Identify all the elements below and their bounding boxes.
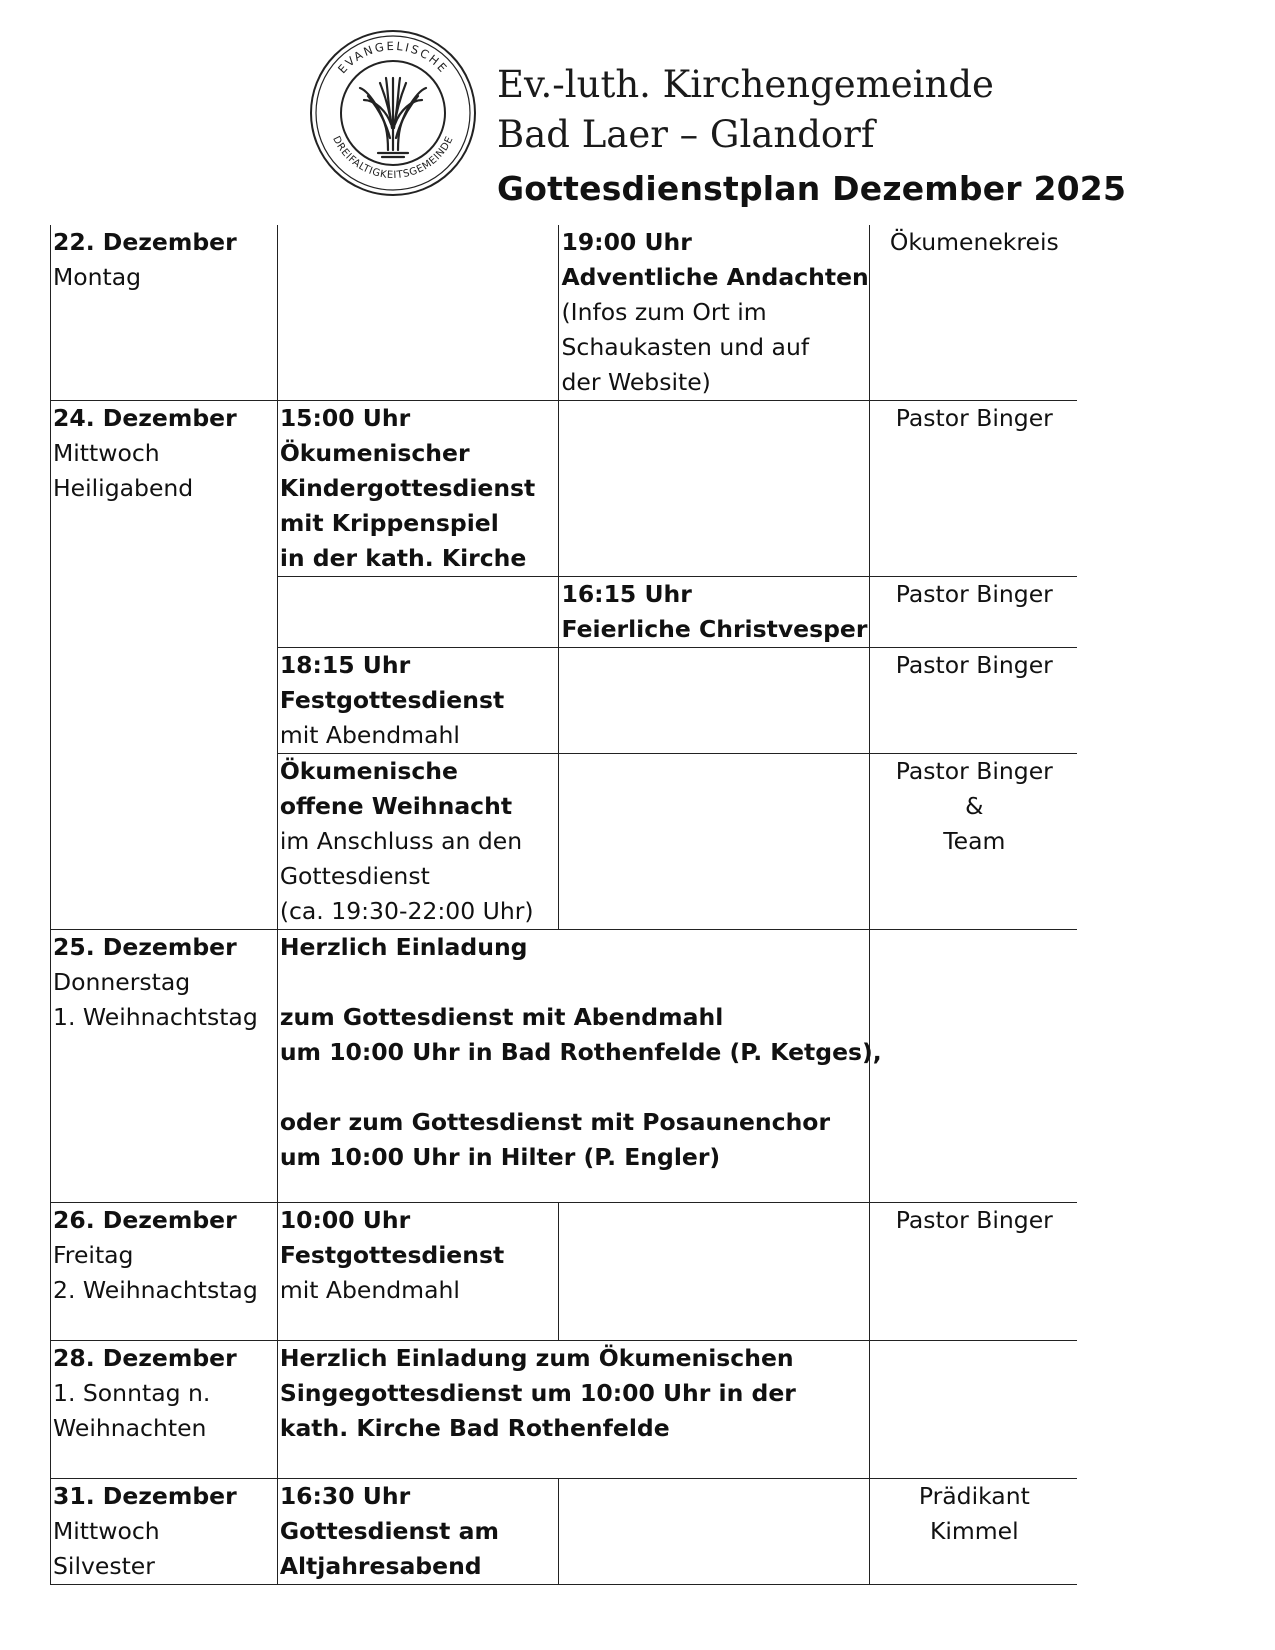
- leader-cell: [869, 754, 1077, 930]
- service-cell: [277, 1479, 559, 1585]
- occasion-label: Weihnachten: [53, 1414, 207, 1442]
- service-schedule-table: [50, 225, 1077, 1585]
- service-title: Altjahresabend: [279, 1552, 482, 1580]
- weekday-label: 1. Sonntag n.: [53, 1379, 211, 1407]
- date-cell: [51, 1479, 278, 1585]
- service-note: (ca. 19:30-22:00 Uhr): [279, 897, 534, 925]
- table-row: [51, 930, 1078, 1203]
- table-row: [51, 401, 1078, 577]
- invitation-text: Herzlich Einladung zum Ökumenischen: [279, 1344, 794, 1372]
- service-title: Ökumenische: [279, 757, 458, 785]
- empty-cell: [559, 401, 869, 577]
- leader-name: Pastor Binger: [895, 1206, 1053, 1234]
- leader-cell: [869, 1479, 1077, 1585]
- service-cell: [559, 577, 869, 648]
- leader-name: Kimmel: [929, 1517, 1019, 1545]
- occasion-label: Silvester: [53, 1552, 155, 1580]
- leader-cell: [869, 225, 1077, 401]
- invitation-text: Herzlich Einladung: [279, 933, 528, 961]
- date-label: 31. Dezember: [53, 1482, 237, 1510]
- service-note: der Website): [561, 368, 711, 396]
- table-row: [51, 1341, 1078, 1479]
- empty-cell: [869, 930, 1077, 1203]
- organization-name: [497, 60, 994, 160]
- service-time: 18:15 Uhr: [279, 651, 411, 679]
- invitation-text: zum Gottesdienst mit Abendmahl: [279, 1003, 724, 1031]
- service-title: Festgottesdienst: [279, 686, 505, 714]
- leader-name: Pastor Binger: [895, 580, 1053, 608]
- leader-cell: [869, 1203, 1077, 1341]
- empty-cell: [559, 754, 869, 930]
- church-seal-logo: [308, 28, 478, 198]
- date-cell: [51, 930, 278, 1203]
- empty-cell: [869, 1341, 1077, 1479]
- service-cell: [277, 648, 559, 754]
- invitation-cell: [277, 1341, 869, 1479]
- service-title: Festgottesdienst: [279, 1241, 505, 1269]
- date-label: 25. Dezember: [53, 933, 237, 961]
- leader-name: Prädikant: [918, 1482, 1030, 1510]
- leader-name: Pastor Binger: [895, 404, 1053, 432]
- service-time: 10:00 Uhr: [279, 1206, 411, 1234]
- service-note: im Anschluss an den: [279, 827, 523, 855]
- service-time: 19:00 Uhr: [561, 228, 692, 256]
- service-cell: [277, 401, 559, 577]
- leader-cell: [869, 648, 1077, 754]
- org-line-1: Ev.-luth. Kirchengemeinde: [497, 63, 994, 106]
- leader-name: Ökumenekreis: [889, 228, 1059, 256]
- service-note: mit Abendmahl: [279, 721, 460, 749]
- weekday-label: Mittwoch: [53, 1517, 160, 1545]
- weekday-label: Freitag: [53, 1241, 134, 1269]
- occasion-label: Heiligabend: [53, 474, 194, 502]
- empty-cell: [277, 577, 559, 648]
- service-cell: [277, 1203, 559, 1341]
- leader-cell: [869, 401, 1077, 577]
- table-row: [51, 1479, 1078, 1585]
- date-label: 22. Dezember: [53, 228, 237, 256]
- leader-name: Pastor Binger: [895, 651, 1053, 679]
- weekday-label: Montag: [53, 263, 142, 291]
- invitation-text: kath. Kirche Bad Rothenfelde: [279, 1414, 670, 1442]
- occasion-label: 1. Weihnachtstag: [53, 1003, 258, 1031]
- service-cell: [277, 754, 559, 930]
- svg-text:EVANGELISCHE: EVANGELISCHE: [334, 38, 452, 77]
- empty-cell: [559, 648, 869, 754]
- service-title: Adventliche Andachten: [561, 263, 869, 291]
- plan-title: Gottesdienstplan Dezember 2025: [497, 169, 1127, 208]
- service-time: 16:30 Uhr: [279, 1482, 411, 1510]
- service-title: offene Weihnacht: [279, 792, 513, 820]
- date-cell: [51, 1341, 278, 1479]
- date-label: 28. Dezember: [53, 1344, 237, 1372]
- service-title: Feierliche Christvesper: [561, 615, 868, 643]
- weekday-label: Donnerstag: [53, 968, 191, 996]
- leader-name: Team: [943, 827, 1006, 855]
- date-cell: [51, 1203, 278, 1341]
- document-header: [0, 0, 1275, 225]
- date-cell: [51, 225, 278, 401]
- table-row: [51, 1203, 1078, 1341]
- service-title: mit Krippenspiel: [279, 509, 499, 537]
- table-row: [51, 225, 1078, 401]
- svg-text:DREIFALTIGKEITSGEMEINDE: DREIFALTIGKEITSGEMEINDE: [330, 134, 456, 182]
- leader-name: &: [965, 792, 984, 820]
- service-time: 15:00 Uhr: [279, 404, 411, 432]
- service-title: Ökumenischer: [279, 439, 470, 467]
- service-note: (Infos zum Ort im: [561, 298, 767, 326]
- service-note: Gottesdienst: [279, 862, 430, 890]
- empty-cell: [559, 1203, 869, 1341]
- invitation-cell: [277, 930, 882, 1203]
- invitation-text: um 10:00 Uhr in Hilter (P. Engler): [279, 1143, 721, 1171]
- service-title: Kindergottesdienst: [279, 474, 536, 502]
- leader-cell: [869, 577, 1077, 648]
- service-time: 16:15 Uhr: [561, 580, 692, 608]
- date-label: 24. Dezember: [53, 404, 237, 432]
- service-title: in der kath. Kirche: [279, 544, 527, 572]
- invitation-text: um 10:00 Uhr in Bad Rothenfelde (P. Ketges),: [279, 1038, 882, 1066]
- service-note: mit Abendmahl: [279, 1276, 460, 1304]
- service-cell: [559, 225, 869, 401]
- leader-name: Pastor Binger: [895, 757, 1053, 785]
- weekday-label: Mittwoch: [53, 439, 160, 467]
- occasion-label: 2. Weihnachtstag: [53, 1276, 258, 1304]
- service-title: Gottesdienst am: [279, 1517, 499, 1545]
- invitation-text: Singegottesdienst um 10:00 Uhr in der: [279, 1379, 796, 1407]
- service-note: Schaukasten und auf: [561, 333, 810, 361]
- empty-cell: [277, 225, 559, 401]
- org-line-2: Bad Laer – Glandorf: [497, 113, 875, 156]
- date-label: 26. Dezember: [53, 1206, 237, 1234]
- empty-cell: [559, 1479, 869, 1585]
- date-cell: [51, 401, 278, 930]
- invitation-text: oder zum Gottesdienst mit Posaunenchor: [279, 1108, 831, 1136]
